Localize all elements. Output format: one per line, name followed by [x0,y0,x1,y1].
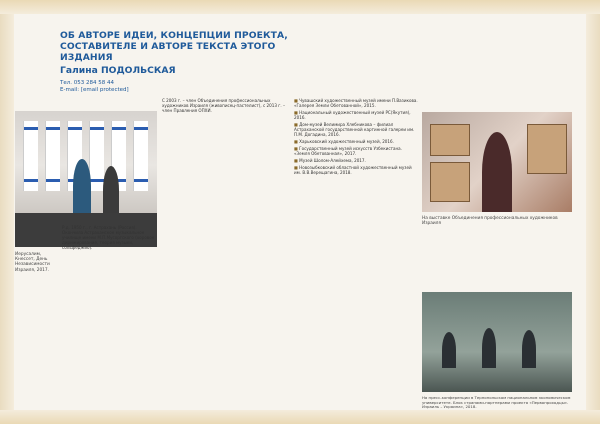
exhibition-item: ■ Музей Шолом-Алейхема, 2017. [294,158,366,163]
bullet-icon: ■ [294,98,300,103]
photo-caption-right-bottom: На пресс-конференции в Тернопольском национальном экономическом университете. Блок странами-партнерами проекта «Первопроходцы». Израиль – Украина», 2018. [422,395,571,410]
exhibition-item: ■ Чувашский художественный музей имени П.Вазикова. «Галерея Земли Обетованной», 2015. [294,98,418,108]
exhibition-item: ■ Харьковский художественный музей, 2016. [294,139,394,144]
article-heading [60,30,320,94]
email-address: E-mail: [email protected] [60,87,129,93]
right-margin [586,0,600,424]
bullet-icon: ■ [294,110,300,115]
bullet-icon: ■ [294,146,300,151]
press-conference-photo [422,292,572,392]
exhibition-item: ■ Новозыбковский областной художественный музей им. В.В.Верещагина, 2018. [294,165,412,175]
author-name: Галина ПОДОЛЬСКАЯ [60,65,176,76]
exhibition-item: ■ Национальный художественный музей РС(Якутия), 2016. [294,110,411,120]
text-column-b: С 2003 г. – член Объединения профессиональных художников Израиля (живописец-пастелист), с 2013 г. – член Правления ОПХИ. [162,98,286,113]
person-figure [442,332,456,368]
bullet-icon: ■ [294,158,300,163]
flag [23,121,38,191]
person-figure [73,159,91,213]
bullet-icon: ■ [294,165,300,170]
photo-caption-left: Иерусалим, Кнессет, День Независимости Израиля, 2017. [15,252,50,273]
title-line-2: СОСТАВИТЕЛЕ И АВТОРЕ ТЕКСТА ЭТОГО ИЗДАНИЯ [60,41,276,63]
exhibition-item: ■ Государственный музей искусств Узбекистана. «Земля Обетованная», 2017. [294,146,402,156]
flag [133,121,148,191]
person-figure [103,166,119,214]
photo-caption-right-top: На выставке Объединения профессиональных художников Израиля [422,216,558,227]
phone-number: Тел. 053 284 58 44 [60,80,114,86]
top-margin [0,0,600,14]
text-column-a: Р.д. 1950 г., г. Астрахань (Россия). Окончила Астраханское музыкальное училище имени М.П.Мусоргского (хоровое дирижирование, теория музыки, сольфеджио). [62,225,155,250]
text-column-c [294,98,418,398]
flag [89,121,104,191]
bullet-icon: ■ [294,139,300,144]
person-figure [482,328,496,368]
author-figure [482,132,512,212]
bottom-margin [0,410,600,424]
exhibition-item: ■ Дом-музей Велимира Хлебникова – филиал Астраханской государственной картинной галереи им. П.М. Догадина, 2016. [294,122,415,137]
left-margin [0,0,14,424]
flag [45,121,60,191]
painting [527,124,567,174]
painting [430,162,470,202]
bullet-icon: ■ [294,122,300,127]
person-figure [522,330,536,368]
title-line-1: ОБ АВТОРЕ ИДЕИ, КОНЦЕПЦИИ ПРОЕКТА, [60,30,288,41]
exhibition-photo [422,112,572,212]
painting [430,124,470,156]
